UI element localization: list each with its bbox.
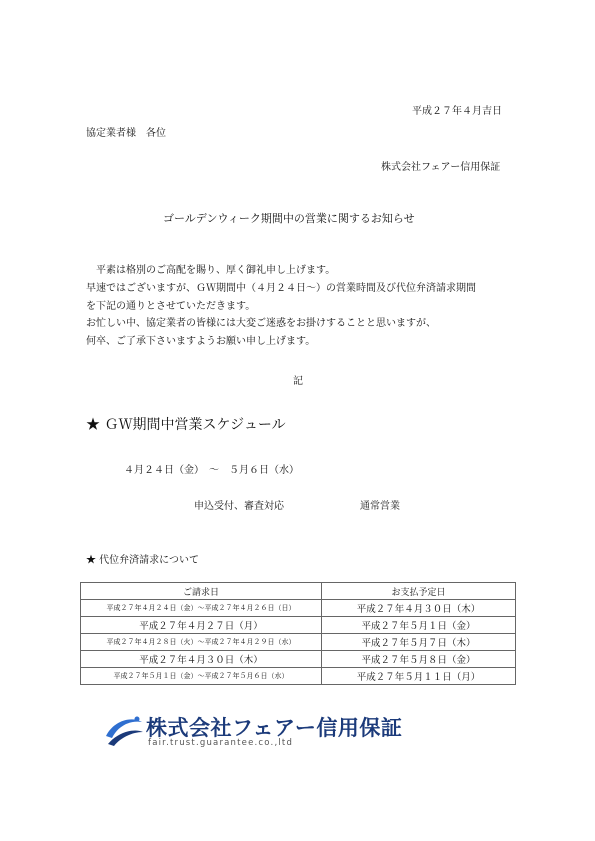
body-text — [86, 262, 476, 351]
table-row — [81, 600, 516, 617]
recipient: 協定業者様 各位 — [86, 128, 166, 139]
body-line: 平素は格別のご高配を賜り、厚く御礼申し上げます。 — [86, 265, 336, 276]
table-row — [81, 651, 516, 668]
schedule-status: 通常営業 — [360, 501, 400, 512]
request-date-cell: 平成２７年４月３０日（木） — [81, 651, 322, 668]
header-payment-date: お支払予定日 — [322, 583, 516, 600]
table-header-row — [81, 583, 516, 600]
logo-company-name: 株式会社フェアー信用保証 — [146, 716, 403, 740]
sender-company: 株式会社フェアー信用保証 — [381, 162, 501, 173]
body-line: 何卒、ご了承下さいますようお願い申し上げます。 — [86, 336, 316, 348]
payment-date-cell: 平成２７年４月３０日（木） — [322, 600, 516, 617]
request-date-cell: 平成２７年４月２７日（月） — [81, 617, 322, 634]
table-row — [81, 634, 516, 651]
section-title-schedule: ★ ＧＷ期間中営業スケジュール — [86, 417, 286, 433]
logo-url: fair.trust.guarantee.co.,ltd — [148, 738, 294, 748]
request-date-cell: 平成２７年５月１日（金）～平成２７年５月６日（水） — [81, 668, 322, 685]
notice-title: ゴールデンウィーク期間中の営業に関するお知らせ — [163, 212, 415, 225]
body-line: お忙しい中、協定業者の皆様には大変ご迷惑をお掛けすることと思いますが、 — [86, 318, 436, 330]
header-request-date: ご請求日 — [81, 583, 322, 600]
section-title-claims: ★ 代位弁済請求について — [86, 555, 199, 566]
body-line: 早速ではございますが、ＧＷ期間中（４月２４日～）の営業時間及び代位弁済請求期間 — [86, 282, 476, 294]
company-logo — [104, 712, 474, 752]
schedule-period: ４月２４日（金） ～ ５月６日（水） — [124, 465, 299, 476]
table-row — [81, 617, 516, 634]
payment-date-cell: 平成２７年５月８日（金） — [322, 651, 516, 668]
payment-date-cell: 平成２７年５月１日（金） — [322, 617, 516, 634]
swoosh-logo-icon — [104, 714, 144, 750]
payment-date-cell: 平成２７年５月７日（木） — [322, 634, 516, 651]
payment-date-cell: 平成２７年５月１１日（月） — [322, 668, 516, 685]
ki-mark: 記 — [293, 376, 303, 387]
request-date-cell: 平成２７年４月２８日（火）～平成２７年４月２９日（水） — [81, 634, 322, 651]
body-line: を下記の通りとさせていただきます。 — [86, 300, 256, 312]
claims-table — [80, 582, 516, 685]
schedule-task: 申込受付、審査対応 — [194, 501, 284, 512]
issue-date: 平成２７年４月吉日 — [412, 106, 502, 117]
table-row — [81, 668, 516, 685]
request-date-cell: 平成２７年４月２４日（金）～平成２７年４月２６日（日） — [81, 600, 322, 617]
